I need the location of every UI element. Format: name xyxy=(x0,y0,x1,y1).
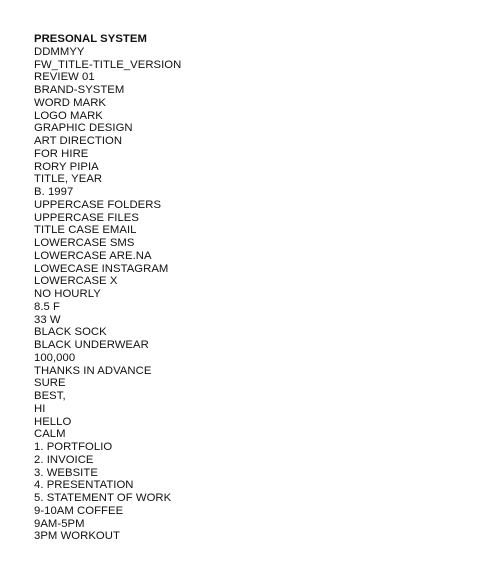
document-lines xyxy=(34,46,181,543)
document-line: REVIEW 01 xyxy=(34,71,95,84)
document-line: WORD MARK xyxy=(34,96,106,109)
document-line: LOWERCASE SMS xyxy=(34,237,135,249)
document-line: B. 1997 xyxy=(34,186,74,198)
document-line: DDMMYY xyxy=(34,45,85,58)
document-line: LOWERCASE X xyxy=(34,275,118,288)
document-line: BRAND-SYSTEM xyxy=(34,84,125,96)
document-line: HELLO xyxy=(34,415,72,428)
document-line: FOR HIRE xyxy=(34,147,89,160)
document-line: LOWERCASE ARE.NA xyxy=(34,249,152,262)
document-line: HI xyxy=(34,402,46,415)
document-line: 33 W xyxy=(34,313,61,326)
document-line: ART DIRECTION xyxy=(34,135,123,147)
document-line: 9-10AM COFFEE xyxy=(34,504,124,517)
document-line: GRAPHIC DESIGN xyxy=(34,122,133,135)
document-line: UPPERCASE FOLDERS xyxy=(34,198,162,211)
document-line: 2. INVOICE xyxy=(34,453,94,466)
document-line: CALM xyxy=(34,428,66,441)
document-line: FW_TITLE-TITLE_VERSION xyxy=(34,58,182,71)
document-line: RORY PIPIA xyxy=(34,160,99,173)
document-line: 8.5 F xyxy=(34,300,60,313)
document-line: TITLE CASE EMAIL xyxy=(34,224,137,237)
document-title: PRESONAL SYSTEM xyxy=(34,33,147,45)
document-line: BLACK UNDERWEAR xyxy=(34,339,149,351)
document-line: NO HOURLY xyxy=(34,288,101,300)
document-line: LOGO MARK xyxy=(34,109,103,122)
document-line: UPPERCASE FILES xyxy=(34,211,139,224)
document-line: THANKS IN ADVANCE xyxy=(34,364,152,377)
document-line: 3. WEBSITE xyxy=(34,466,98,479)
document-line: 4. PRESENTATION xyxy=(34,479,134,492)
document-line: LOWECASE INSTAGRAM xyxy=(34,262,169,275)
document-line: 9AM-5PM xyxy=(34,517,85,530)
document-line: BLACK SOCK xyxy=(34,326,107,339)
document-line: BEST, xyxy=(34,390,66,402)
document-body xyxy=(34,33,181,543)
document-line: TITLE, YEAR xyxy=(34,173,103,186)
document-line: 100,000 xyxy=(34,351,76,364)
document-line: 5. STATEMENT OF WORK xyxy=(34,492,172,504)
document-line: 3PM WORKOUT xyxy=(34,530,120,543)
document-line: SURE xyxy=(34,377,66,390)
document-line: 1. PORTFOLIO xyxy=(34,441,113,453)
